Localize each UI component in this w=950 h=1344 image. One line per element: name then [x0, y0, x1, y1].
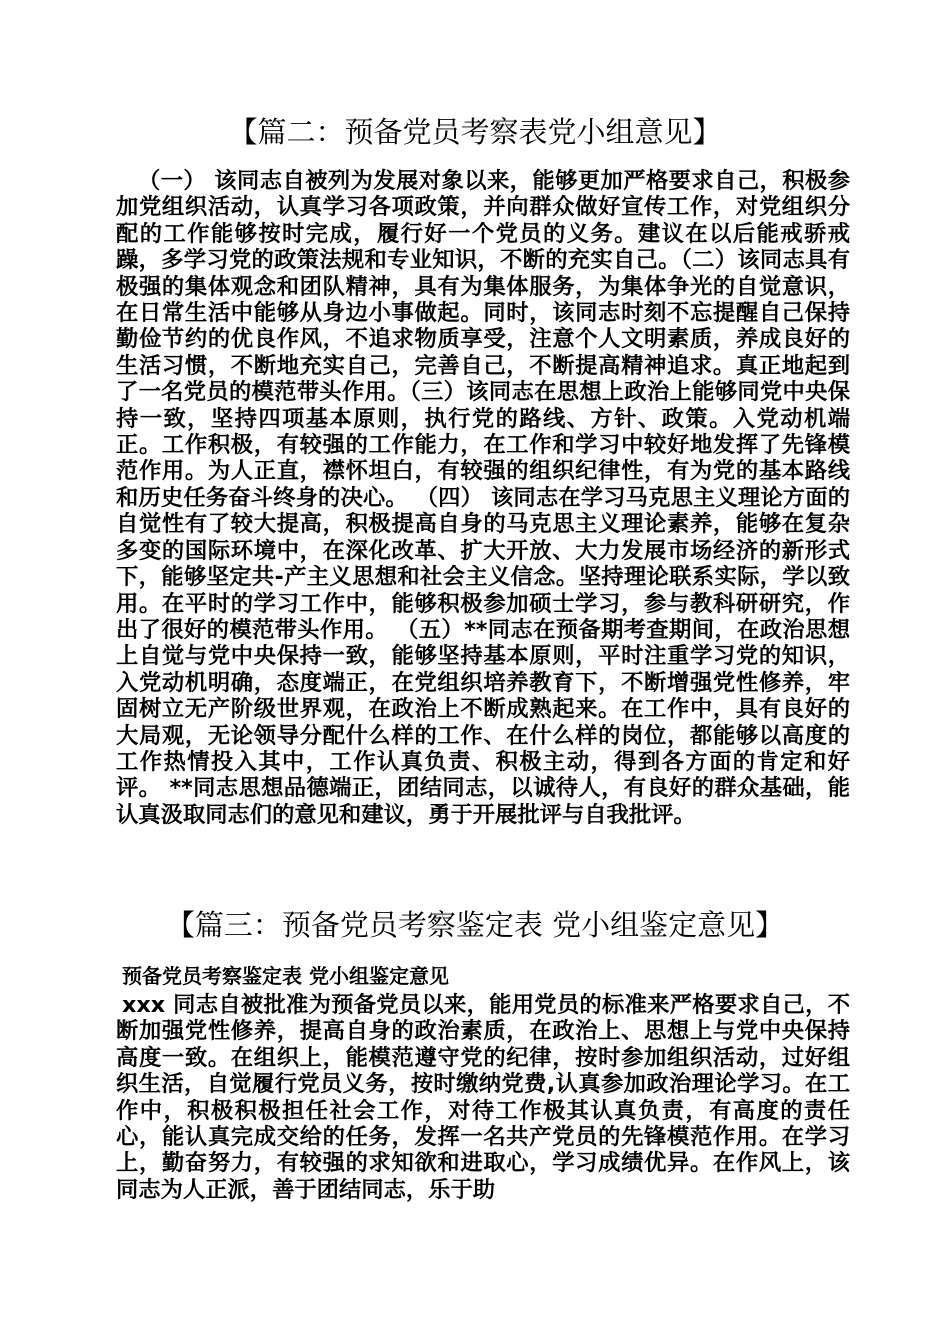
section-3-body: xxx 同志自被批准为预备党员以来，能用党员的标准来严格要求自己，不断加强党性修养，提高自身的政治素质，在政治上、思想上与党中央保持高度一致。在组织上，能模范遵守党的纪律，按时参加组织活动，过好组织生活，自觉履行党员义务，按时缴纳党费,认真参加政治理论学习。在工作中，积极积极担任社会工作，对待工作极其认真负责，有高度的责任心，能认真完成交给的任务，发挥一名共产党员的先锋模范作用。在学习上，勤奋努力，有较强的求知欲和进取心，学习成绩优异。在作风上，该同志为人正派，善于团结同志，乐于助: [116, 992, 850, 1203]
section-3-subheading: 预备党员考察鉴定表 党小组鉴定意见: [122, 964, 449, 988]
section-2-title: 【篇二：预备党员考察表党小组意见】: [228, 115, 722, 149]
section-2-body: （一） 该同志自被列为发展对象以来，能够更加严格要求自己，积极参加党组织活动，认真学习各项政策，并向群众做好宣传工作，对党组织分配的工作能够按时完成，履行好一个党员的义务。建议在以后能戒骄戒躁，多学习党的政策法规和专业知识，不断的充实自己。（二）该同志具有极强的集体观念和团队精神，具有为集体服务，为集体争光的自觉意识，在日常生活中能够从身边小事做起。同时，该同志时刻不忘提醒自己保持勤俭节约的优良作风，不追求物质享受，注意个人文明素质，养成良好的生活习惯，不断地充实自己，完善自己，不断提高精神追求。真正地起到了一名党员的模范带头作用。（三）该同志在思想上政治上能够同党中央保持一致，坚持四项基本原则，执行党的路线、方针、政策。入党动机端正。工作积极，有较强的工作能力，在工作和学习中较好地发挥了先锋模范作用。为人正直，襟怀坦白，有较强的组织纪律性，有为党的基本路线和历史任务奋斗终身的决心。 （四） 该同志在学习马克思主义理论方面的自觉性有了较大提高，积极提高自身的马克思主义理论素养，能够在复杂多变的国际环境中，在深化改革、扩大开放、大力发展市场经济的新形式下，能够坚定共-产主义思想和社会主义信念。坚持理论联系实际，学以致用。在平时的学习工作中，能够积极参加硕士学习，参与教科研研究，作出了很好的模范带头作用。 （五）**同志在预备期考查期间，在政治思想上自觉与党中央保持一致，能够坚持基本原则，平时注重学习党的知识，入党动机明确，态度端正，在党组织培养教育下，不断增强党性修养，牢固树立无产阶级世界观，在政治上不断成熟起来。在工作中，具有良好的大局观，无论领导分配什么样的工作、在什么样的岗位，都能够以高度的工作热情投入其中，工作认真负责、积极主动，得到各方面的肯定和好评。 **同志思想品德端正，团结同志，以诚待人，有良好的群众基础，能认真汲取同志们的意见和建议，勇于开展批评与自我批评。: [116, 168, 850, 828]
section-3-title: 【篇三：预备党员考察鉴定表 党小组鉴定意见】: [165, 908, 785, 942]
